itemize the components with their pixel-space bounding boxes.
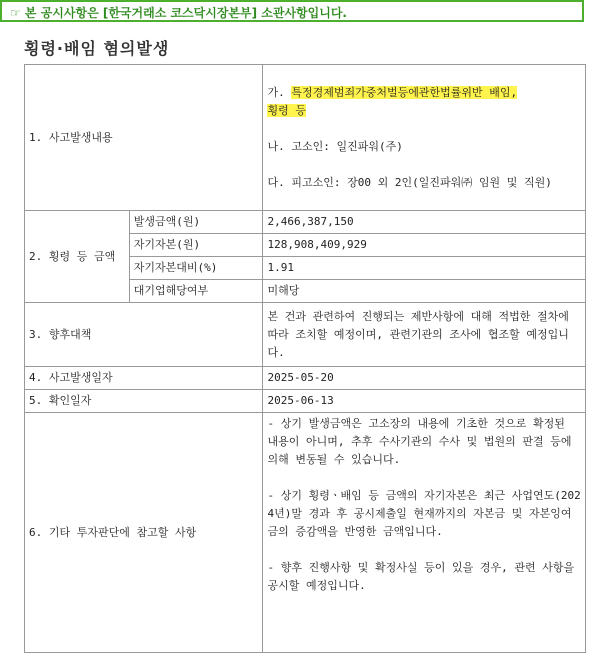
sub-label: 대기업해당여부	[129, 280, 263, 303]
line-a-prefix: 가.	[267, 85, 292, 99]
incident-line-c: 다. 피고소인: 장00 외 2인(일진파워㈜ 임원 및 직원)	[267, 175, 552, 189]
row-incident-details	[25, 65, 586, 211]
row-label: 1. 사고발생내용	[25, 65, 263, 211]
sub-value: 2,466,387,150	[263, 211, 586, 234]
incident-line-a	[267, 84, 581, 102]
row-value	[263, 413, 586, 653]
notice-text: ☞ 본 공시사항은 [한국거래소 코스닥시장본부] 소관사항입니다.	[10, 6, 347, 20]
row-label: 6. 기타 투자판단에 참고할 사항	[25, 413, 263, 653]
row-label: 2. 횡령 등 금액	[25, 211, 130, 303]
incident-line-b: 나. 고소인: 일진파워(주)	[267, 139, 403, 153]
row-amount-occurred	[25, 211, 586, 234]
row-value: 2025-06-13	[263, 390, 586, 413]
note-paragraph: - 향후 진행사항 및 확정사실 등이 있을 경우, 관련 사항을 공시할 예정입니다.	[267, 561, 575, 592]
note-paragraph: - 상기 횡령ㆍ배임 등 금액의 자기자본은 최근 사업연도(2024년)말 경과 후 공시제출일 현재까지의 자본금 및 자본잉여금의 증감액을 반영한 금액입니다.	[267, 489, 581, 538]
row-label: 3. 향후대책	[25, 303, 263, 367]
sub-label: 자기자본(원)	[129, 234, 263, 257]
disclosure-table	[24, 64, 586, 653]
highlighted-text: 횡령 등	[267, 103, 306, 117]
row-value: 본 건과 관련하여 진행되는 제반사항에 대해 적법한 절차에 따라 조치할 예정이며, 관련기관의 조사에 협조할 예정입니다.	[263, 303, 586, 367]
sub-value: 미해당	[263, 280, 586, 303]
sub-label: 발생금액(원)	[129, 211, 263, 234]
row-future-measures	[25, 303, 586, 367]
row-value: 2025-05-20	[263, 367, 586, 390]
row-confirm-date	[25, 390, 586, 413]
row-incident-date	[25, 367, 586, 390]
sub-value: 128,908,409,929	[263, 234, 586, 257]
highlighted-text: 특정경제범죄가중처벌등에관한법률위반 배임,	[291, 85, 518, 99]
row-value	[263, 65, 586, 211]
row-label: 4. 사고발생일자	[25, 367, 263, 390]
note-paragraph: - 상기 발생금액은 고소장의 내용에 기초한 것으로 확정된 내용이 아니며, 추후 수사기관의 수사 및 법원의 판결 등에 의해 변동될 수 있습니다.	[267, 417, 572, 466]
document-title: 횡령·배임 혐의발생	[24, 39, 170, 58]
row-other-notes	[25, 413, 586, 653]
row-label: 5. 확인일자	[25, 390, 263, 413]
sub-label: 자기자본대비(%)	[129, 257, 263, 280]
incident-line-a-cont	[267, 102, 581, 120]
notice-banner	[0, 0, 584, 22]
sub-value: 1.91	[263, 257, 586, 280]
